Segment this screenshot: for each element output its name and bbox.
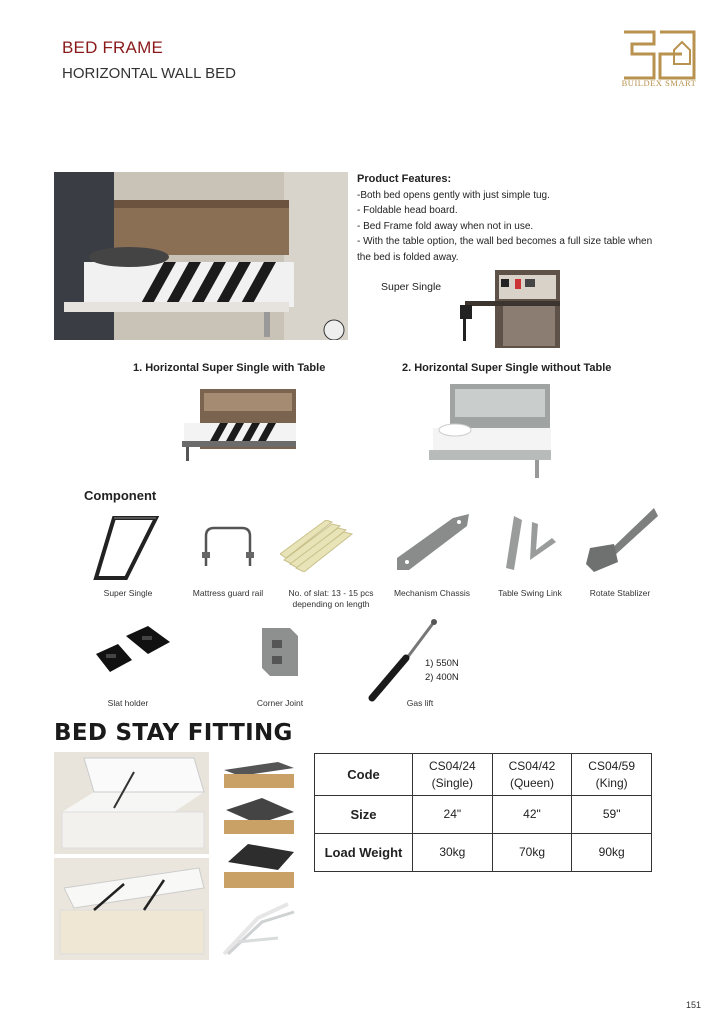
logo-text: BUILDEX SMART [621, 78, 697, 88]
table-cell: 24" [413, 796, 493, 834]
gas-lift-spec: 1) 550N 2) 400N [425, 658, 459, 683]
chassis-icon [393, 512, 471, 574]
feature-item: -Both bed opens gently with just simple tug. [357, 189, 550, 201]
table-cell: 59" [572, 796, 652, 834]
bed-stay-mechanism-photo [218, 898, 300, 960]
size-header: Size [315, 796, 413, 834]
product-features [357, 172, 657, 265]
stabilizer-icon [584, 504, 660, 576]
table-row [315, 796, 652, 834]
slats-icon [280, 520, 360, 572]
feature-item: - With the table option, the wall bed becomes a full size table when the bed is folded away. [357, 236, 653, 263]
table-cell: 42" [492, 796, 572, 834]
table-option-label: Super Single [381, 281, 442, 293]
swing-link-icon [500, 512, 560, 576]
bed-stay-thumb-3 [218, 842, 300, 890]
variant-caption-1: 1. Horizontal Super Single with Table [133, 362, 326, 374]
table-cell: 70kg [492, 834, 572, 872]
bed-stay-spec-table [314, 753, 652, 872]
part-label: Mattress guard rail [192, 588, 264, 598]
bed-stay-photo-2 [54, 858, 209, 960]
variant-without-table-photo [425, 380, 555, 480]
part-label: Slat holder [107, 698, 149, 708]
feature-item: - Foldable head board. [357, 205, 458, 216]
variant-caption-2: 2. Horizontal Super Single without Table [402, 362, 612, 374]
table-cell: CS04/42 (Queen) [492, 754, 572, 796]
page-title: BED FRAME [62, 38, 163, 57]
table-cell: CS04/24 (Single) [413, 754, 493, 796]
part-label: Super Single [103, 588, 153, 598]
features-title: Product Features: [357, 173, 452, 185]
table-cell: 30kg [413, 834, 493, 872]
part-label: Mechanism Chassis [393, 588, 471, 598]
page-subtitle: HORIZONTAL WALL BED [62, 65, 236, 82]
guard-rail-icon [198, 522, 258, 572]
load-weight-header: Load Weight [315, 834, 413, 872]
feature-item: - Bed Frame fold away when not in use. [357, 220, 534, 232]
slat-holder-icon [92, 620, 174, 676]
bed-stay-photo-1 [54, 752, 209, 854]
part-label: No. of slat: 13 - 15 pcs depending on length [288, 588, 374, 609]
part-label: Table Swing Link [498, 588, 562, 598]
bed-stay-title: BED STAY FITTING [54, 720, 293, 746]
code-header: Code [315, 754, 413, 796]
table-mode-photo [455, 265, 563, 350]
table-cell: 90kg [572, 834, 652, 872]
wall-bed-photo [54, 172, 348, 340]
variant-with-table-photo [180, 385, 300, 465]
part-label: Gas lift [406, 698, 434, 708]
bed-frame-icon [92, 512, 164, 584]
table-row [315, 834, 652, 872]
part-label: Rotate Stablizer [589, 588, 651, 598]
corner-joint-icon [254, 624, 306, 680]
part-label: Corner Joint [256, 698, 304, 708]
component-title: Component [84, 488, 157, 503]
bed-stay-thumb-1 [218, 752, 300, 792]
bed-stay-thumb-2 [218, 796, 300, 836]
page-number: 151 [686, 1000, 702, 1010]
table-cell: CS04/59 (King) [572, 754, 652, 796]
table-row [315, 754, 652, 796]
